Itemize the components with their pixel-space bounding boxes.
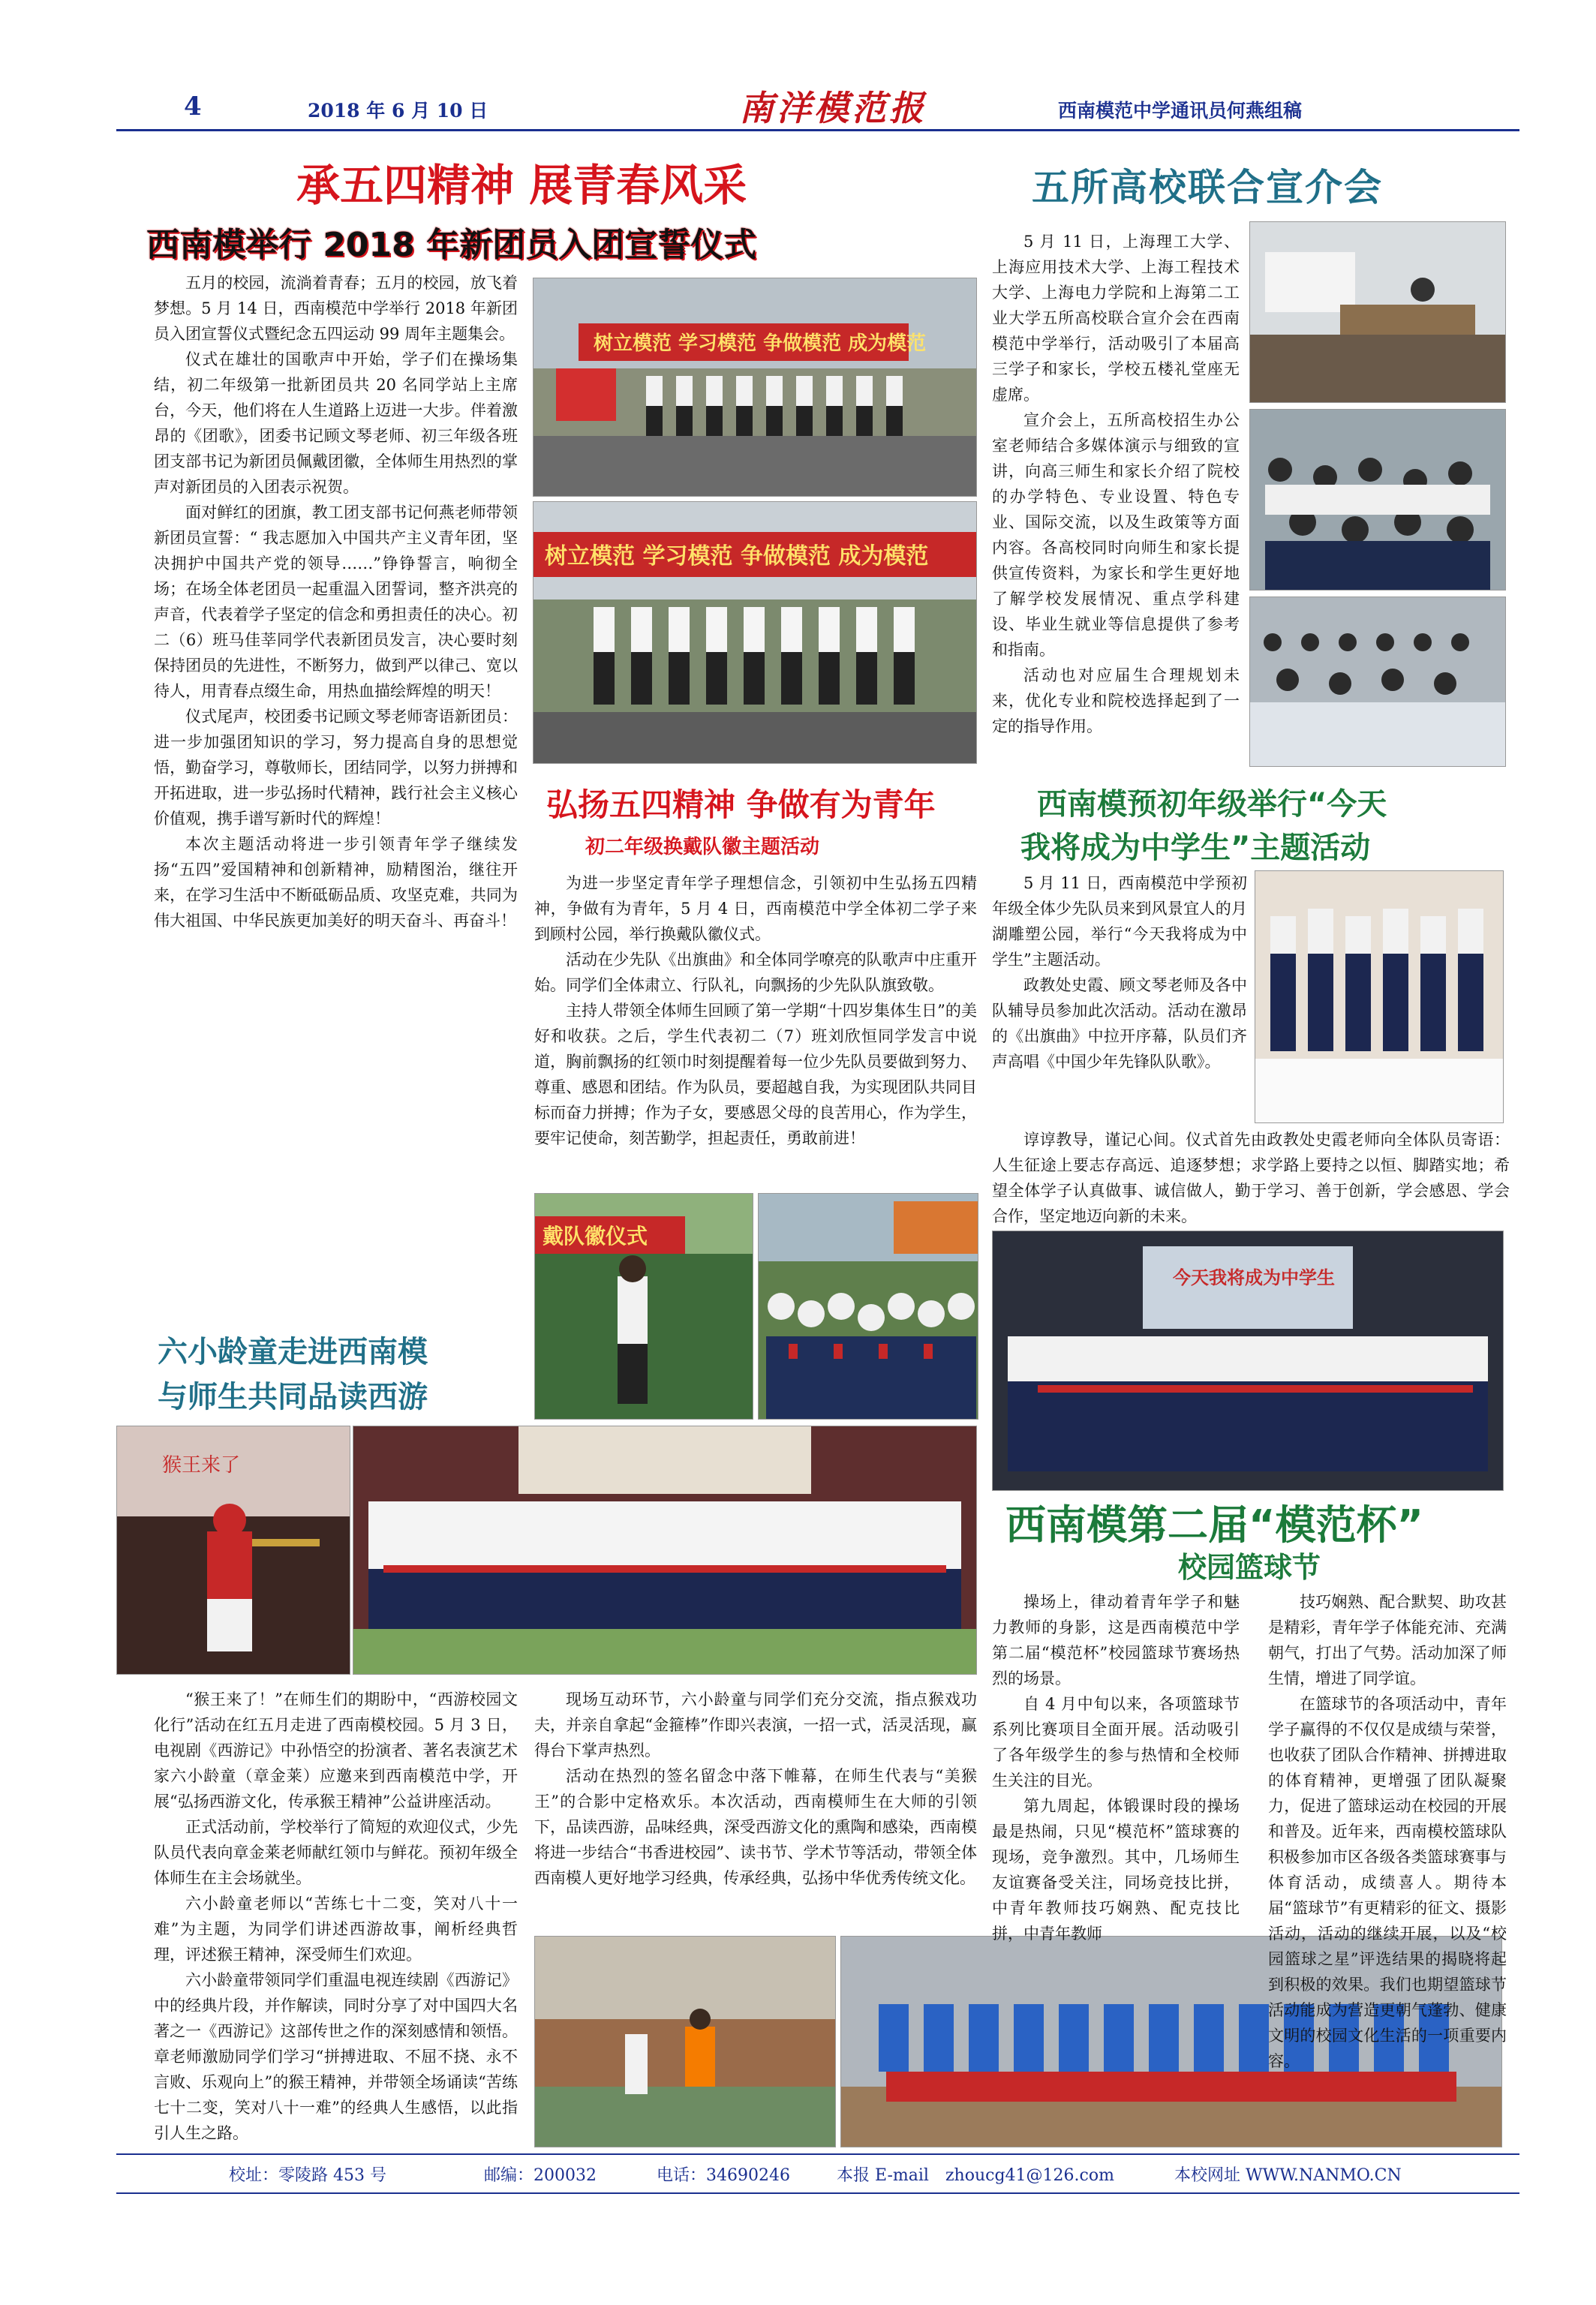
article4-paragraph: 政教处史霞、顾文琴老师及各中队辅导员参加此次活动。活动在激昂的《出旗曲》中拉开序幕，队员们齐声高唱《中国少年先锋队队歌》。 <box>992 976 1247 1071</box>
article1-paragraph: 面对鲜红的团旗，教工团支部书记何燕老师带领新团员宣誓：“ 我志愿加入中国共产主义青年团，坚决拥护中国共产党的领导……”铮铮誓言，响彻全场；在场全体老团员一起重温入团誓词，整齐洪亮的声音，代表着学子坚定的信念和勇担责任的决心。初二（6）班马佳莘同学代表新团员发言，决心要时刻保持团员的先进性，不断努力，做到严以律己、宽以待人，用青春点缀生命，用热血描绘辉煌的明天！ <box>154 503 518 700</box>
article2-paragraph: 活动在少先队《出旗曲》和全体同学嘹亮的队歌声中庄重开始。同学们全体肃立、行队礼，向飘扬的少先队队旗致敬。 <box>534 951 977 994</box>
article5-title-line1: 六小龄童走进西南模 <box>158 1335 428 1369</box>
article5-body-col2 <box>534 1687 977 1891</box>
article4-title-line2: 我将成为中学生”主题活动 <box>1020 831 1371 865</box>
article3-paragraph: 宣介会上，五所高校招生办公室老师结合多媒体演示与细致的宣讲，向高三师生和家长介绍了院校的办学特色、专业设置、特色专业、国际交流，以及生政策等方面内容。各高校同时向师生和家长提供宣传资料，为家长和学生更好地了解学校发展情况、重点学科建设、毕业生就业等信息提供了参考和指南。 <box>992 411 1240 659</box>
issue-date: 2018 年 6 月 10 日 <box>308 100 488 122</box>
badge-ceremony-crowd-photo <box>758 1193 978 1420</box>
article5-title-line2: 与师生共同品读西游 <box>158 1380 428 1414</box>
article2-paragraph: 为进一步坚定青年学子理想信念，引领初中生弘扬五四精神，争做有为青年，5 月 4 日，西南模范中学全体初二学子来到顾村公园，举行换戴队徽仪式。 <box>534 874 977 943</box>
article6-paragraph: 技巧娴熟、配合默契、助攻甚是精彩，青年学子体能充沛、充满朝气，打出了气势。活动加深了师生情，增进了同学谊。 <box>1268 1593 1507 1687</box>
article3-paragraph: 活动也对应届生合理规划未来，优化专业和院校选择起到了一定的指导作用。 <box>992 666 1240 735</box>
masthead-logo: 南洋模范报 <box>739 88 927 128</box>
university-fair-photo-2 <box>1249 409 1506 591</box>
article4-paragraph: 5 月 11 日，西南模范中学预初年级全体少先队员来到风景宜人的月湖雕塑公园，举行“今天我将成为中学生”主题活动。 <box>992 874 1247 969</box>
university-fair-photo-3 <box>1249 597 1506 767</box>
footer-phone: 电话：34690246 <box>657 2166 790 2185</box>
article5-paragraph: 六小龄童老师以“苦练七十二变，笑对八十一难”为主题，为同学们讲述西游故事，阐析经典哲理，评述猴王精神，深受师生们欢迎。 <box>154 1895 518 1964</box>
article4-title-line1: 西南模预初年级举行“今天 <box>1037 787 1387 822</box>
svg-text:树立模范 学习模范 争做模范 成为模范: 树立模范 学习模范 争做模范 成为模范 <box>594 332 927 355</box>
article6-paragraph: 在篮球节的各项活动中，青年学子赢得的不仅仅是成绩与荣誉，也收获了团队合作精神、拼搏进取的体育精神，更增强了团队凝聚力，促进了篮球运动在校园的开展和普及。近年来，西南模校篮球队积极参加市区各级各类篮球赛事与体育活动，成绩喜人。期待本届“篮球节”有更精彩的征文、摄影活动，活动的继续开展，以及“校园篮球之星”评选结果的揭晓将起到积极的效果。我们也期望篮球节活动能成为营造更朝气蓬勃、健康文明的校园文化生活的一项重要内容。 <box>1268 1695 1507 2070</box>
oath-ceremony-photo <box>533 278 977 497</box>
article2-body <box>534 870 977 1151</box>
footer-website: 本校网址 WWW.NANMO.CN <box>1174 2166 1402 2185</box>
article1-title: 承五四精神 展青春风采 <box>296 160 747 211</box>
article1-subtitle: 西南模举行 2018 年新团员入团宣誓仪式 <box>146 226 757 264</box>
footer-postcode: 邮编：200032 <box>484 2166 597 2185</box>
article6-paragraph: 自 4 月中旬以来，各项篮球节系列比赛项目全面开展。活动吸引了各年级学生的参与热情和全校师生关注的目光。 <box>992 1695 1240 1790</box>
university-fair-photo-1 <box>1249 221 1506 403</box>
group-photo-with-actor <box>353 1426 977 1675</box>
svg-text:今天我将成为中学生: 今天我将成为中学生 <box>1173 1267 1335 1288</box>
article3-title: 五所高校联合宣介会 <box>1032 166 1383 209</box>
article2-paragraph: 主持人带领全体师生回顾了第一学期“十四岁集体生日”的美好和收获。之后，学生代表初二（7）班刘欣恒同学发言中说道，胸前飘扬的红领巾时刻提醒着每一位少先队员要做到努力、尊重、感恩和团结。作为队员，要超越自我，为实现团队共同目标而奋力拼搏；作为子女，要感恩父母的良苦用心，作为学生，要牢记使命，刻苦勤学，担起责任，勇敢前进！ <box>534 1002 977 1147</box>
group-photo-middle-school <box>992 1231 1504 1491</box>
article6-title-line1: 西南模第二届“模范杯” <box>1005 1501 1423 1549</box>
article5-paragraph: 六小龄童带领同学们重温电视连续剧《西游记》中的经典片段，并作解读，同时分享了对中国四大名著之一《西游记》这部传世之作的深刻感情和领悟。章老师激励同学们学习“拼搏进取、不屈不挠、永不言败、乐观向上”的猴王精神，并带领全场诵读“苦练七十二变，笑对八十一难”的经典人生感悟，以此指引人生之路。 <box>154 1971 518 2142</box>
article1-paragraph: 仪式尾声，校团委书记顾文琴老师寄语新团员：进一步加强团知识的学习，努力提高自身的思想觉悟，勤奋学习，尊敬师长，团结同学，以努力拼搏和开拓进取，进一步弘扬时代精神，践行社会主义核心价值观，携手谱写新时代的辉煌！ <box>154 708 518 828</box>
article6-body-col2 <box>1268 1589 1507 2074</box>
article3-paragraph: 5 月 11 日，上海理工大学、上海应用技术大学、上海工程技术大学、上海电力学院和上海第二工业大学五所高校联合宣介会在西南模范中学举行，活动吸引了本届高三学子和家长，学校五楼礼堂座无虚席。 <box>992 233 1240 404</box>
page-header <box>116 83 1519 131</box>
article5-paragraph: 正式活动前，学校举行了简短的欢迎仪式，少先队员代表向章金莱老师献红领巾与鲜花。预初年级全体师生在主会场就坐。 <box>154 1818 518 1887</box>
article6-title-line2: 校园篮球节 <box>1178 1551 1321 1584</box>
article3-body <box>992 229 1240 739</box>
article4-paragraph: 谆谆教导，谨记心间。仪式首先由政教处史霞老师向全体队员寄语：人生征途上要志存高远、追逐梦想；求学路上要持之以恒、脚踏实地；希望全体学子认真做事、诚信做人，勤于学习、善于创新，学会感恩、学会合作，坚定地迈向新的未来。 <box>992 1131 1510 1225</box>
svg-text:戴队徽仪式: 戴队徽仪式 <box>543 1224 648 1249</box>
mock-king-performance-photo <box>116 1426 350 1675</box>
article2-subtitle: 初二年级换戴队徽主题活动 <box>585 836 820 858</box>
article4-body-wide <box>992 1127 1510 1229</box>
article1-paragraph: 仪式在雄壮的国歌声中开始，学子们在操场集结，初二年级第一批新团员共 20 名同学站上主席台，今天，他们将在人生道路上迈进一大步。伴着激昂的《团歌》，团委书记顾文琴老师、初三年级各班团支部书记为新团员佩戴团徽，全体师生用热烈的掌声对新团员的入团表示祝贺。 <box>154 350 518 496</box>
article5-paragraph: 活动在热烈的签名留念中落下帷幕，在师生代表与“美猴王”的合影中定格欢乐。本次活动，西南模师生在大师的引领下，品读西游，品味经典，深受西游文化的熏陶和感染，西南模将进一步结合“书香进校园”、读书节、学术节等活动，带领全体西南模人更好地学习经典，传承经典，弘扬中华优秀传统文化。 <box>534 1767 977 1887</box>
article1-paragraph: 本次主题活动将进一步引领青年学子继续发扬“五四”爱国精神和创新精神，励精图治，继往开来，在学习生活中不断砥砺品质、攻坚克难，共同为伟大祖国、中华民族更加美好的明天奋斗、再奋斗！ <box>154 835 518 930</box>
svg-text:树立模范 学习模范 争做模范 成为模范: 树立模范 学习模范 争做模范 成为模范 <box>545 543 929 569</box>
svg-text:猴王来了: 猴王来了 <box>162 1454 241 1477</box>
byline: 西南模范中学通讯员何燕组稿 <box>1058 100 1303 122</box>
article6-paragraph: 第九周起，体锻课时段的操场最是热闹，只见“模范杯”篮球赛的现场，竞争激烈。其中，几场师生友谊赛备受关注，同场竞技比拼，中青年教师技巧娴熟、配克技比拼，中青年教师 <box>992 1797 1240 1943</box>
article1-paragraph: 五月的校园，流淌着青春；五月的校园，放飞着梦想。5 月 14 日，西南模范中学举行 2018 年新团员入团宣誓仪式暨纪念五四运动 99 周年主题集会。 <box>154 274 518 343</box>
basketball-game-photo <box>534 1936 836 2147</box>
footer-email: 本报 E-mail zhoucg41@126.com <box>837 2166 1114 2185</box>
article1-body <box>154 270 518 933</box>
article6-body-col1 <box>992 1589 1240 1946</box>
badge-ceremony-photo <box>534 1193 753 1420</box>
article5-body-col1 <box>154 1687 518 2146</box>
middle-school-ceremony-photo <box>1255 870 1504 1123</box>
footer-address: 校址：零陵路 453 号 <box>229 2166 386 2185</box>
article2-title: 弘扬五四精神 争做有为青年 <box>546 786 936 823</box>
oath-ceremony-photo-2 <box>533 501 977 764</box>
article5-paragraph: 现场互动环节，六小龄童与同学们充分交流，指点猴戏功夫，并亲自拿起“金箍棒”作即兴表演，一招一式，活灵活现，赢得台下掌声热烈。 <box>534 1690 977 1760</box>
page-number: 4 <box>184 92 202 122</box>
article4-body <box>992 870 1247 1074</box>
article6-paragraph: 操场上，律动着青年学子和魅力教师的身影，这是西南模范中学第二届“模范杯”校园篮球节赛场热烈的场景。 <box>992 1593 1240 1687</box>
article5-paragraph: “猴王来了！”在师生们的期盼中，“西游校园文化行”活动在红五月走进了西南模校园。5 月 3 日，电视剧《西游记》中孙悟空的扮演者、著名表演艺术家六小龄童（章金莱）应邀来到西南模范中学，开展“弘扬西游文化，传承猴王精神”公益讲座活动。 <box>154 1690 518 1811</box>
page-footer <box>116 2153 1519 2194</box>
